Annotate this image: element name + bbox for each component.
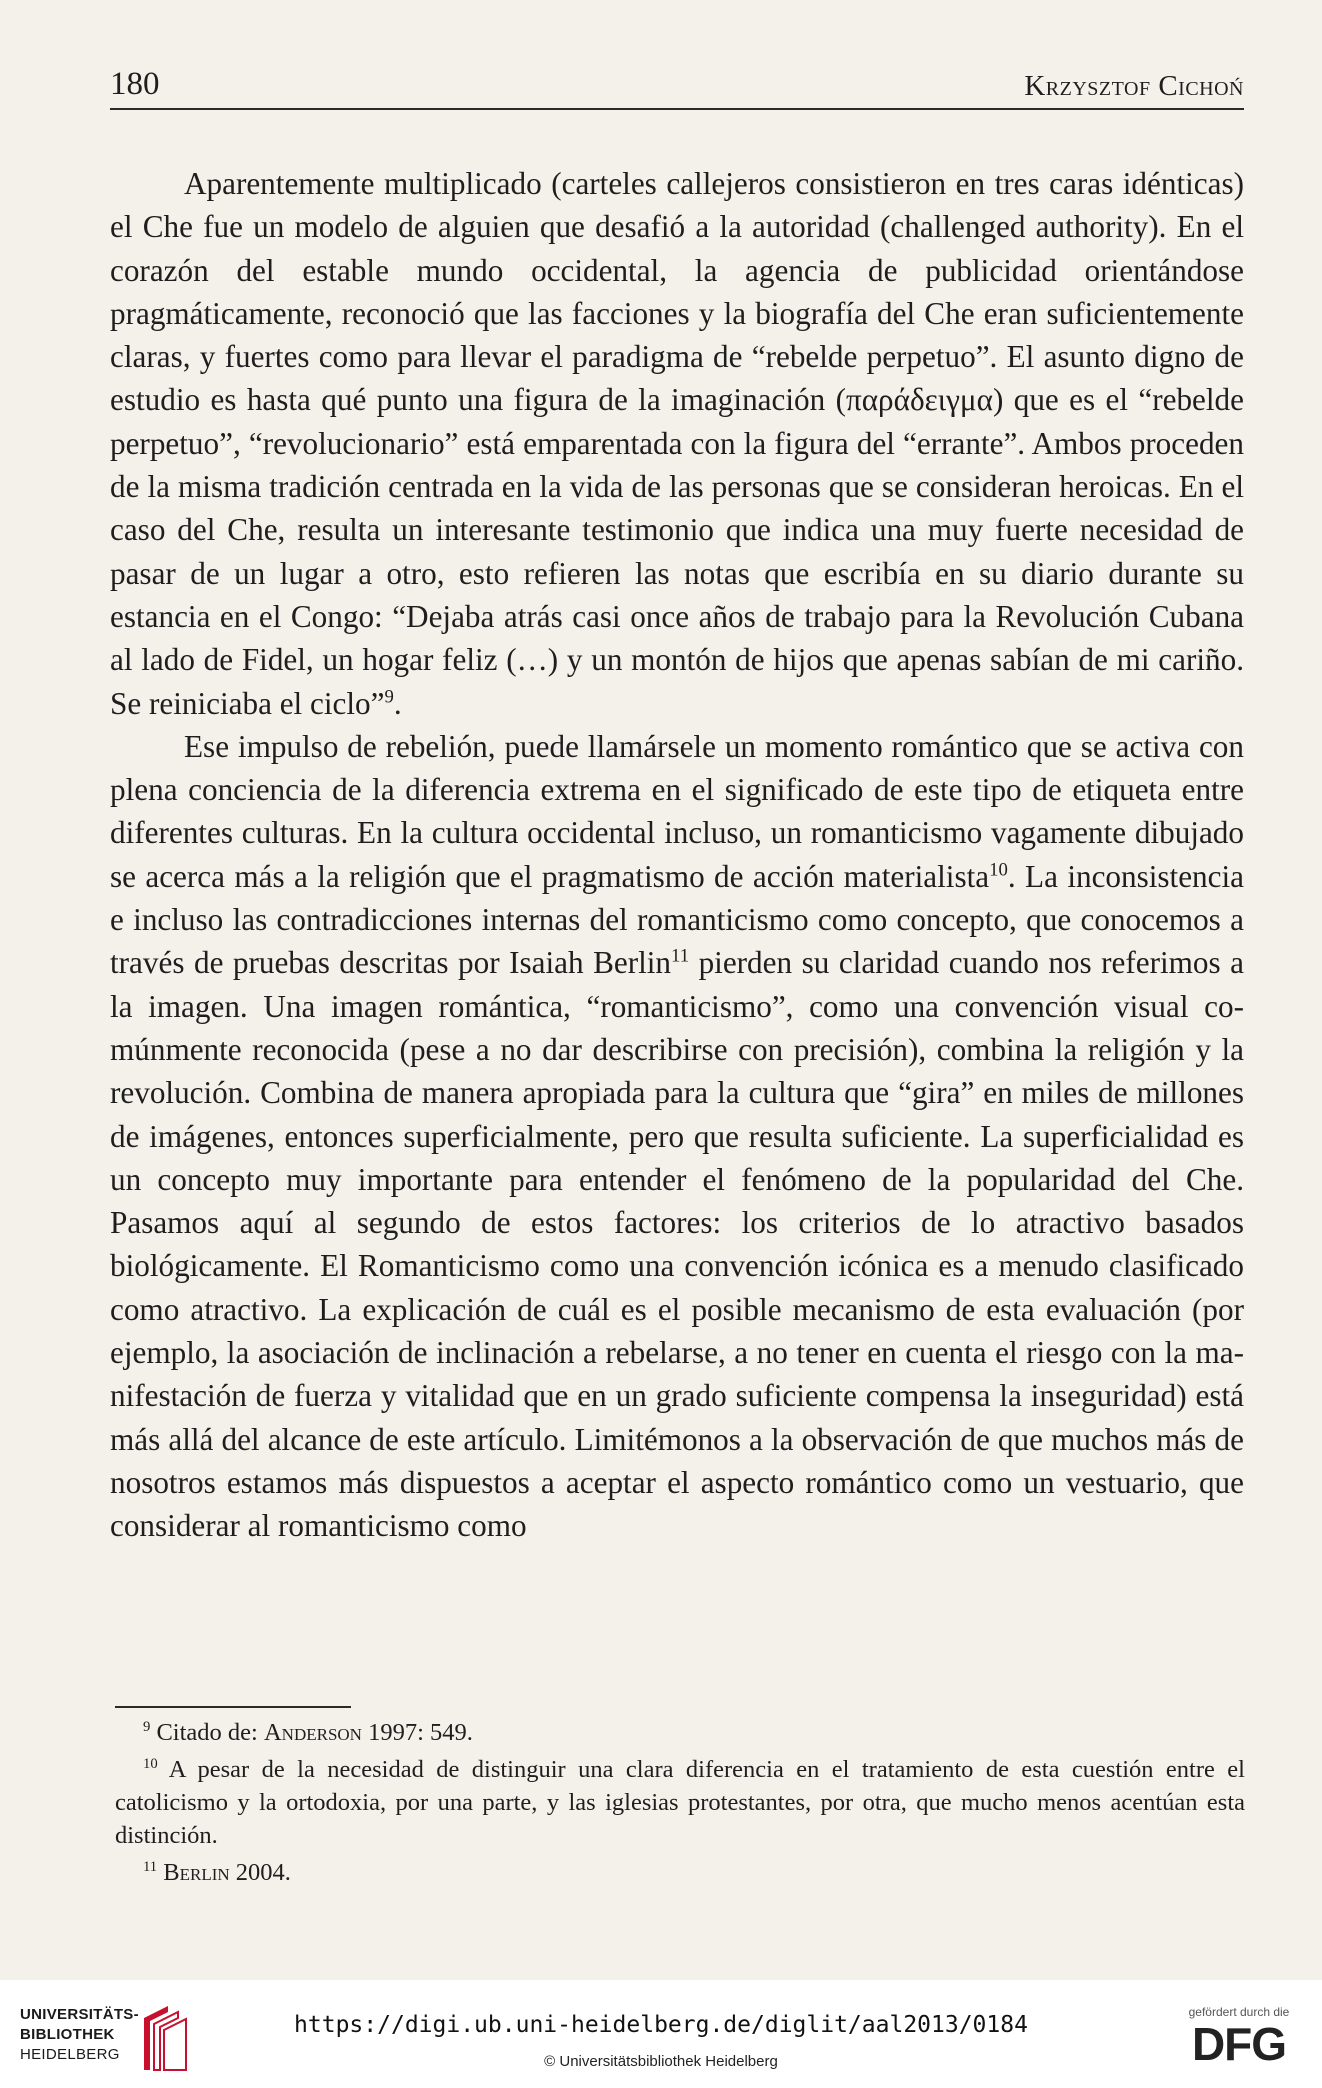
library-name-line: UNIVERSITÄTS- <box>20 2006 139 2023</box>
dfg-wordmark: DFG <box>1191 2018 1287 2070</box>
paragraph: Ese impulso de rebelión, puede llamársele un momento romántico que se activa con plena conciencia de la diferencia extrema en el significado de este tipo de etiqueta entre diferentes culturas. En la cultura occidental incluso, un romanticismo vagamente dibujado se acerca más a la religión que el pragmatismo de acción materialista$^{10}$. La inconsistencia e incluso las contradicciones internas del romanticismo como concepto, que conocemos a través de pruebas descritas por Isaiah Berlin$^{11}$ pierden su claridad cuando nos referimos a la imagen. Una imagen romántica, “romanticismo”, como una convención visual comúnmente reconocida (pese a no dar describirse con precisión), combina la religión y la revolución. Combina de manera apropiada para la cultura que “gira” en miles de millones de imágenes, entonces superficialmente, pero que resulta suficiente. La superficialidad es un concepto muy importante para entender el fenómeno de la popularidad del Che. Pasamos aquí al segundo de estos factores: los criterios de lo atractivo basados biológicamente. El Romanticismo como una convención icónica es a menudo clasificado como atractivo. La explicación de cuál es el posible mecanismo de esta evaluación (por ejemplo, la asociación de inclinación a rebelarse, a no tener en cuenta el riesgo con la manifestación de fuerza y vitalidad que en un grado suficiente compensa la inseguridad) está más allá del alcance de este artículo. Limitémonos a la observación de que muchos más de nosotros estamos más dispuestos a aceptar el aspecto romántico como un vestuario, que considerar al romanticismo como <box>110 728 1244 1544</box>
footnote: $^{10}$ A pesar de la necesidad de distinguir una clara diferencia en el tratamiento de esta cuestión entre el catolicismo y la ortodoxia, por una parte, y las iglesias protestantes, por otra, que mucho menos acentúan esta distinción. <box>115 1755 1245 1849</box>
footnote: $^9$ Citado de: Anderson 1997: 549. <box>143 1718 473 1746</box>
running-header-author: Krzysztof Cichoń <box>1024 70 1244 102</box>
dfg-caption: gefördert durch die <box>1188 2005 1290 2019</box>
library-name-line: HEIDELBERG <box>20 2046 120 2063</box>
dfg-logo[interactable] <box>1174 2005 1304 2069</box>
source-url-link[interactable]: https://digi.ub.uni-heidelberg.de/diglit/aal2013/0184 <box>294 2012 1028 2038</box>
footnotes <box>115 1716 1245 1893</box>
running-header <box>110 66 1244 110</box>
library-name-line: BIBLIOTHEK <box>20 2026 115 2043</box>
page-number: 180 <box>110 66 160 102</box>
footnote: $^{11}$ Berlin 2004. <box>143 1858 291 1886</box>
footnote-ref[interactable]: 11 <box>671 945 690 967</box>
footnote-ref[interactable]: 9 <box>384 686 394 708</box>
paragraph: Aparentemente multiplicado (carteles callejeros consistieron en tres caras idénticas) el Che fue un modelo de alguien que desafió a la autoridad (challenged authority). En el corazón del estable mundo occidental, la agencia de publicidad orientándose pragmáticamente, reconoció que las facciones y la biografía del Che eran suficientemente claras, y fuertes como para llevar el paradigma de “rebelde perpetuo”. El asunto digno de estudio es hasta qué punto una figura de la imaginación (παράδειγμα) que es el “rebelde perpetuo”, “revolucionario” está emparentada con la figura del “errante”. Ambos proceden de la misma tradición centrada en la vida de las personas que se consideran heroicas. En el caso del Che, resulta un interesante testimonio que indica una muy fuerte necesidad de pasar de un lugar a otro, esto refieren las notas que escribía en su diario durante su estancia en el Congo: “Dejaba atrás casi once años de trabajo para la Revolución Cubana al lado de Fidel, un hogar feliz (…) y un montón de hijos que apenas sabían de mi cariño. Se reiniciaba el ciclo”$^9$. <box>110 166 1244 721</box>
footnote-ref[interactable]: 10 <box>989 859 1008 881</box>
footnote-separator <box>115 1706 351 1708</box>
copyright-notice: © Universitätsbibliothek Heidelberg <box>544 2053 778 2070</box>
body-text <box>110 162 1244 1548</box>
